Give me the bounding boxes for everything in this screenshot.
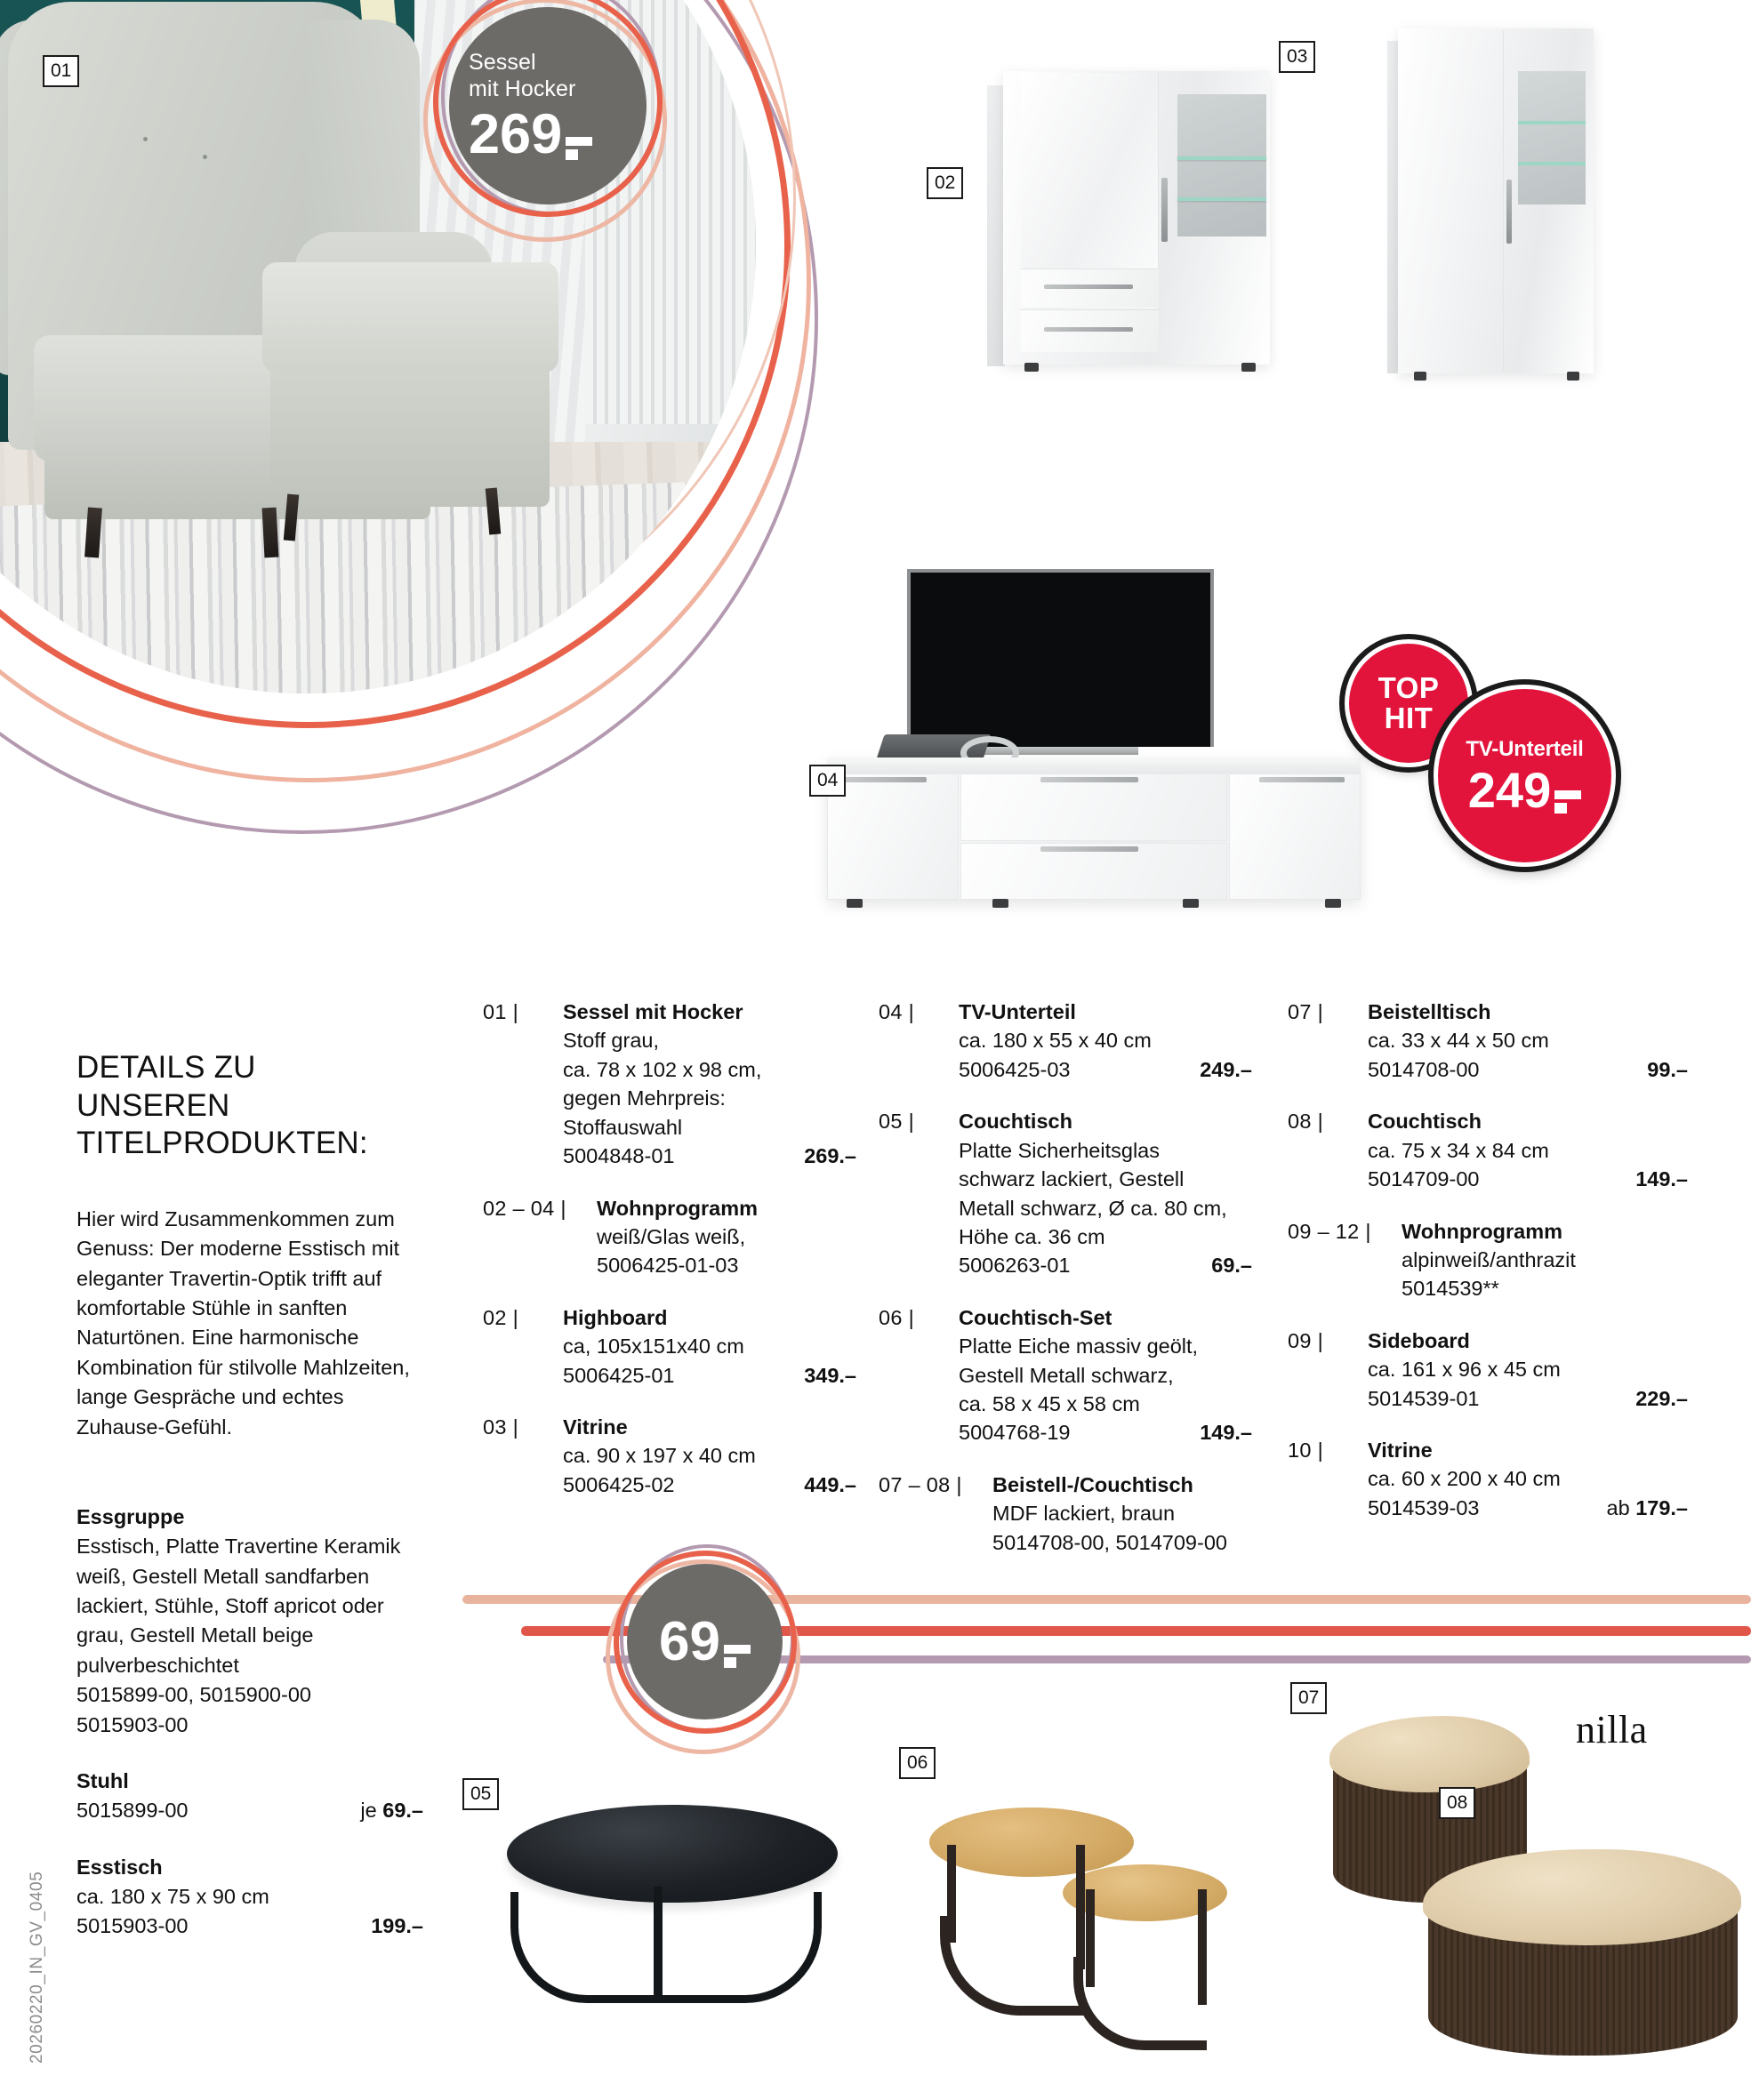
hero-section xyxy=(0,0,1751,969)
product-title: Wohnprogramm xyxy=(1402,1219,1563,1243)
product-entry-header xyxy=(1288,1107,1688,1135)
sessel-badge-label-2: mit Hocker xyxy=(469,76,576,101)
product-detail-line: ca. 60 x 200 x 40 cm xyxy=(1368,1467,1561,1491)
product-price xyxy=(1185,1418,1252,1447)
photo-number-06: 06 xyxy=(899,1747,936,1779)
product-index: 07 – 08 | xyxy=(879,1472,962,1496)
essgruppe-description: Esstisch, Platte Travertine Keramik weiß, Gestell Metall sandfarben lackiert, Stühle, Stoff apricot oder grau, Gestell Metall beige pulverbeschichtet xyxy=(76,1535,401,1677)
product-entry-header xyxy=(1288,1217,1688,1246)
product-price-value: 349.– xyxy=(804,1363,856,1387)
product-entry xyxy=(1288,998,1688,1084)
product-price-value: 99.– xyxy=(1647,1057,1688,1081)
product-details xyxy=(1368,1355,1688,1413)
photo-number-08: 08 xyxy=(1439,1787,1475,1819)
product-price-value: 69.– xyxy=(1211,1254,1252,1278)
stuhl-price-value: 69.– xyxy=(382,1799,423,1823)
product-price-value: 149.– xyxy=(1635,1167,1688,1191)
product-detail-line: gegen Mehrpreis: xyxy=(563,1086,726,1110)
product-photo-wood-coffee-table xyxy=(1423,1792,1743,2098)
product-detail-line: 5014539** xyxy=(1402,1277,1499,1301)
ottoman-footstool xyxy=(262,262,558,567)
product-index: 05 | xyxy=(879,1110,914,1134)
product-details xyxy=(1402,1246,1688,1303)
product-entry-header xyxy=(879,1471,1252,1499)
product-details xyxy=(597,1222,856,1280)
essgruppe-codes-1: 5015899-00, 5015900-00 xyxy=(76,1683,311,1707)
product-index: 03 | xyxy=(483,1415,518,1439)
product-entry-header xyxy=(1288,998,1688,1026)
product-price-value: 249.– xyxy=(1200,1057,1252,1081)
product-detail-line: Stoffauswahl xyxy=(563,1115,683,1139)
product-index: 02 | xyxy=(483,1305,518,1329)
product-code: 5014709-00 xyxy=(1368,1167,1480,1191)
product-index: 02 – 04 | xyxy=(483,1196,566,1220)
product-detail-line: ca. 78 x 102 x 98 cm, xyxy=(563,1057,762,1081)
badge-69-number: 69 xyxy=(659,1610,720,1672)
product-code: 5006263-01 xyxy=(959,1254,1071,1278)
product-detail-line: Platte Eiche massiv geölt, xyxy=(959,1335,1199,1359)
photo-number-07: 07 xyxy=(1290,1682,1327,1714)
product-index: 04 | xyxy=(879,1000,914,1023)
product-code: 5006425-01 xyxy=(563,1363,675,1387)
product-entry xyxy=(879,1471,1252,1557)
product-entry-header xyxy=(879,998,1252,1026)
product-detail-line: ca. 33 x 44 x 50 cm xyxy=(1368,1029,1549,1053)
product-price xyxy=(1633,1055,1688,1084)
product-code: 5006425-03 xyxy=(959,1057,1071,1081)
product-title: Sessel mit Hocker xyxy=(563,1000,743,1023)
product-photo-nesting-tables xyxy=(907,1752,1276,2076)
top-hit-line-1: TOP xyxy=(1378,670,1440,704)
product-code: 5006425-02 xyxy=(563,1472,675,1496)
product-code: 5004768-19 xyxy=(959,1421,1071,1445)
product-detail-line: Gestell Metall schwarz, xyxy=(959,1363,1174,1387)
product-code: 5014539-01 xyxy=(1368,1386,1480,1410)
product-entry xyxy=(483,1303,856,1390)
photo-number-04: 04 xyxy=(809,765,846,797)
product-price-row xyxy=(1368,1055,1688,1084)
product-price xyxy=(1185,1055,1252,1084)
television xyxy=(907,569,1214,747)
product-price xyxy=(1621,1384,1688,1413)
product-detail-line: ca. 161 x 96 x 45 cm xyxy=(1368,1358,1561,1382)
product-price-row xyxy=(959,1418,1252,1447)
photo-number-03: 03 xyxy=(1279,41,1315,73)
product-price-row xyxy=(959,1055,1252,1084)
product-entry-header xyxy=(879,1303,1252,1332)
product-price-value: 149.– xyxy=(1200,1421,1252,1445)
product-title: Beistell-/Couchtisch xyxy=(992,1472,1193,1496)
badge-69-value xyxy=(659,1610,751,1672)
product-entry-header xyxy=(1288,1436,1688,1464)
product-index: 10 | xyxy=(1288,1439,1323,1463)
product-detail-line: Höhe ca. 36 cm xyxy=(959,1224,1105,1248)
product-detail-line: alpinweiß/anthrazit xyxy=(1402,1247,1576,1271)
product-index: 07 | xyxy=(1288,1000,1323,1023)
essgruppe-codes-2: 5015903-00 xyxy=(76,1712,189,1736)
product-price-row xyxy=(1368,1165,1688,1193)
tv-price-label: TV-Unterteil xyxy=(1466,736,1584,761)
product-details xyxy=(959,1136,1252,1280)
product-list-column-1 xyxy=(483,998,856,1522)
product-price-row xyxy=(563,1142,856,1170)
sessel-price-badge xyxy=(449,7,647,204)
product-price-prefix: ab xyxy=(1606,1495,1636,1519)
product-title: Vitrine xyxy=(563,1415,628,1439)
esstisch-title: Esstisch xyxy=(76,1855,163,1879)
product-title: Highboard xyxy=(563,1305,668,1329)
currency-dash-icon xyxy=(566,132,592,162)
photo-number-01: 01 xyxy=(43,55,79,87)
product-title: Sideboard xyxy=(1368,1328,1470,1352)
esstisch-price: 199.– xyxy=(371,1914,423,1938)
product-title: Wohnprogramm xyxy=(597,1196,759,1220)
product-title: Couchtisch-Set xyxy=(959,1305,1112,1329)
product-index: 06 | xyxy=(879,1305,914,1329)
product-detail-line: ca. 75 x 34 x 84 cm xyxy=(1368,1138,1549,1162)
product-details xyxy=(959,1026,1252,1084)
essgruppe-title: Essgruppe xyxy=(76,1505,185,1528)
product-detail-line: ca, 105x151x40 cm xyxy=(563,1335,744,1359)
product-detail-line: MDF lackiert, braun xyxy=(992,1502,1176,1526)
product-price-row xyxy=(959,1251,1252,1279)
product-price xyxy=(1197,1251,1252,1279)
product-price-row xyxy=(1368,1494,1688,1522)
page-reference-code: 20260220_IN_GV_0405 xyxy=(28,1871,46,2064)
product-price-row xyxy=(1368,1384,1688,1413)
product-entry xyxy=(1288,1107,1688,1193)
tv-price-number: 249 xyxy=(1467,761,1552,818)
product-entry xyxy=(1288,1327,1688,1413)
tv-price-badge xyxy=(1434,685,1616,867)
product-title: Vitrine xyxy=(1368,1439,1433,1463)
product-entry xyxy=(879,1107,1252,1280)
product-detail-line: Platte Sicherheitsglas xyxy=(959,1138,1160,1162)
details-heading-line-1: DETAILS ZU xyxy=(76,1050,256,1085)
product-price xyxy=(790,1142,856,1170)
badge-69-price xyxy=(627,1564,783,1719)
product-price-value: 229.– xyxy=(1635,1386,1688,1410)
product-price-value: 269.– xyxy=(804,1144,856,1168)
product-entry xyxy=(483,998,856,1171)
product-details xyxy=(959,1332,1252,1447)
currency-dash-icon xyxy=(1554,785,1581,815)
product-detail-line: 5006425-01-03 xyxy=(597,1254,739,1278)
sessel-badge-price xyxy=(469,103,647,166)
photo-number-05: 05 xyxy=(462,1778,499,1810)
currency-dash-icon xyxy=(724,1639,751,1670)
product-entry xyxy=(1288,1217,1688,1303)
product-entry-header xyxy=(1288,1327,1688,1355)
product-details xyxy=(1368,1464,1688,1522)
product-entry xyxy=(879,1303,1252,1447)
product-photo-vitrine xyxy=(1287,28,1610,393)
product-list-column-3 xyxy=(1288,998,1688,1545)
product-price xyxy=(1621,1165,1688,1193)
product-code: 5004848-01 xyxy=(563,1144,675,1168)
product-entry-header xyxy=(483,1413,856,1441)
stuhl-price xyxy=(360,1796,423,1825)
product-detail-line: weiß/Glas weiß, xyxy=(597,1224,746,1248)
product-entry xyxy=(483,1194,856,1280)
product-detail-line: Metall schwarz, Ø ca. 80 cm, xyxy=(959,1196,1227,1220)
details-intro-text: Hier wird Zusammenkommen zum Genuss: Der moderne Esstisch mit eleganter Travertin-Optik trifft auf komfortable Stühle in sanften Naturtönen. Eine harmonische Kombination für stilvolle Mahlzeiten, lange Gespräche und echtes Zuhause-Gefühl. xyxy=(76,1207,410,1439)
product-price-row xyxy=(563,1361,856,1390)
product-price-value: 449.– xyxy=(804,1472,856,1496)
esstisch-code: 5015903-00 xyxy=(76,1914,189,1938)
product-entry xyxy=(879,998,1252,1084)
product-details xyxy=(1368,1026,1688,1084)
stuhl-title: Stuhl xyxy=(76,1768,129,1792)
product-details xyxy=(563,1332,856,1390)
top-hit-line-2: HIT xyxy=(1384,701,1434,734)
product-entry xyxy=(483,1413,856,1499)
product-price xyxy=(790,1471,856,1499)
product-detail-line: ca. 90 x 197 x 40 cm xyxy=(563,1444,756,1468)
product-code: 5014539-03 xyxy=(1368,1495,1480,1519)
esstisch-size: ca. 180 x 75 x 90 cm xyxy=(76,1884,269,1908)
product-details xyxy=(992,1499,1252,1557)
product-index: 09 – 12 | xyxy=(1288,1219,1371,1243)
product-title: Couchtisch xyxy=(959,1110,1072,1134)
product-photo-highboard xyxy=(935,71,1285,382)
product-entry xyxy=(1288,1436,1688,1522)
details-heading-line-3: TITELPRODUKTEN: xyxy=(76,1126,368,1161)
product-title: Couchtisch xyxy=(1368,1110,1482,1134)
product-detail-line: Stoff grau, xyxy=(563,1029,659,1053)
stuhl-price-row xyxy=(76,1796,423,1825)
product-entry-header xyxy=(483,1303,856,1332)
tv-price-value xyxy=(1467,761,1581,818)
product-price-row xyxy=(563,1471,856,1499)
product-index: 01 | xyxy=(483,1000,518,1023)
product-title: TV-Unterteil xyxy=(959,1000,1076,1023)
product-photo-black-coffee-table xyxy=(470,1783,854,2063)
product-photo-tv-unit xyxy=(817,569,1378,951)
product-detail-line: ca. 180 x 55 x 40 cm xyxy=(959,1029,1152,1053)
product-entry-header xyxy=(483,1194,856,1222)
product-details xyxy=(1368,1136,1688,1194)
photo-number-02: 02 xyxy=(927,167,963,199)
sessel-badge-price-value: 269 xyxy=(469,103,563,166)
details-heading xyxy=(76,1049,432,1163)
product-details xyxy=(563,1026,856,1170)
product-entry-header xyxy=(483,998,856,1026)
product-title: Beistelltisch xyxy=(1368,1000,1491,1023)
product-list-column-2 xyxy=(879,998,1252,1580)
product-code: 5014708-00 xyxy=(1368,1057,1480,1081)
product-detail-line: ca. 58 x 45 x 58 cm xyxy=(959,1392,1140,1416)
brand-logo-nilla: nilla xyxy=(1576,1708,1648,1751)
esstisch-price-row xyxy=(76,1912,423,1941)
product-index: 08 | xyxy=(1288,1110,1323,1134)
sessel-badge-label-1: Sessel xyxy=(469,50,536,76)
product-price xyxy=(1593,1494,1688,1522)
product-price-value: 179.– xyxy=(1635,1495,1688,1519)
stuhl-price-prefix: je xyxy=(360,1799,383,1823)
product-detail-line: 5014708-00, 5014709-00 xyxy=(992,1530,1227,1554)
essgruppe-block xyxy=(76,1503,432,1942)
stuhl-code: 5015899-00 xyxy=(76,1799,189,1823)
product-index: 09 | xyxy=(1288,1328,1323,1352)
product-details xyxy=(563,1441,856,1499)
details-heading-line-2: UNSEREN xyxy=(76,1087,230,1123)
product-detail-line: schwarz lackiert, Gestell xyxy=(959,1167,1185,1191)
product-entry-header xyxy=(879,1107,1252,1135)
product-price xyxy=(790,1361,856,1390)
